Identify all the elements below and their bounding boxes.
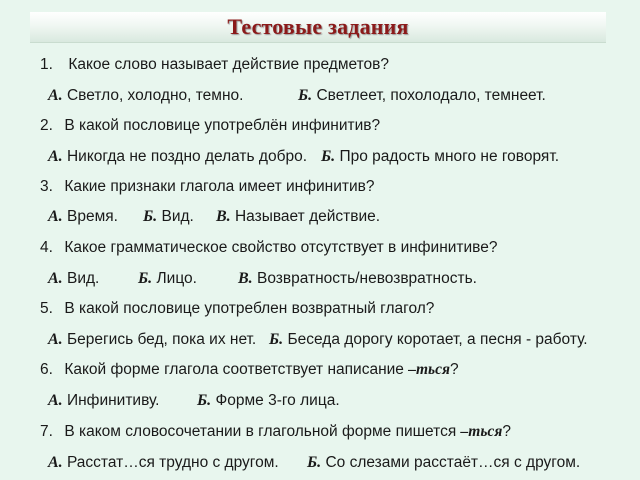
option-label: А.: [48, 331, 63, 348]
page-title: Тестовые задания: [227, 14, 409, 39]
option-label: В.: [238, 270, 253, 287]
question-number: 4.: [40, 239, 53, 256]
question-text-part: В каком словосочетании в глагольной форме пишется: [64, 423, 461, 440]
question-3: [40, 178, 374, 196]
question-2: [40, 117, 380, 135]
question-text: [64, 361, 458, 378]
question-1: [40, 56, 389, 74]
option-c[interactable]: [216, 208, 380, 226]
option-text: Возвратность/невозвратность.: [256, 270, 477, 287]
question-text-part: Какой форме глагола соответствует написание: [64, 361, 409, 378]
option-label: А.: [48, 148, 63, 165]
option-label: А.: [48, 208, 63, 225]
option-text: Вид.: [66, 270, 100, 287]
question-text: В какой пословице употреблён инфинитив?: [64, 117, 381, 134]
option-b[interactable]: [138, 270, 197, 288]
option-label: А.: [48, 392, 63, 409]
option-a[interactable]: [48, 392, 159, 410]
option-text: Светлеет, похолодало, темнеет.: [316, 87, 546, 104]
option-label: Б.: [298, 87, 313, 104]
option-b[interactable]: [197, 392, 340, 410]
option-a[interactable]: [48, 331, 256, 349]
question-number: 5.: [40, 300, 53, 317]
question-number: 6.: [40, 361, 53, 378]
suffix-emphasis: –ться: [460, 423, 503, 440]
question-number: 2.: [40, 117, 53, 134]
option-a[interactable]: [48, 87, 243, 105]
question-mark: ?: [502, 423, 511, 440]
option-text: Про радость много не говорят.: [339, 148, 560, 165]
option-label: В.: [216, 208, 231, 225]
option-b[interactable]: [269, 331, 588, 349]
option-c[interactable]: [238, 270, 477, 288]
option-b[interactable]: [321, 148, 559, 166]
option-text: Форме 3-го лица.: [215, 392, 340, 409]
option-label: А.: [48, 454, 63, 471]
option-a[interactable]: [48, 454, 279, 472]
option-label: Б.: [307, 454, 322, 471]
answers-7: [48, 454, 628, 474]
question-text: [64, 423, 511, 440]
option-b[interactable]: [143, 208, 194, 226]
answers-3: [48, 208, 628, 228]
question-4: [40, 239, 498, 257]
option-b[interactable]: [307, 454, 580, 472]
option-text: Расстат…ся трудно с другом.: [66, 454, 279, 471]
title-bar: [30, 12, 606, 43]
option-label: Б.: [138, 270, 153, 287]
option-text: Со слезами расстаёт…ся с другом.: [325, 454, 581, 471]
option-text: Никогда не поздно делать добро.: [66, 148, 308, 165]
option-b[interactable]: [298, 87, 546, 105]
suffix-emphasis: –ться: [408, 361, 450, 378]
option-text: Время.: [66, 208, 118, 225]
question-number: 1.: [40, 56, 53, 73]
question-number: 3.: [40, 178, 53, 195]
option-text: Берегись бед, пока их нет.: [66, 331, 257, 348]
option-label: Б.: [321, 148, 336, 165]
option-text: Светло, холодно, темно.: [66, 87, 244, 104]
answers-2: [48, 148, 628, 168]
answers-6: [48, 392, 628, 412]
question-text: Какое грамматическое свойство отсутствует в инфинитиве?: [64, 239, 498, 256]
option-label: Б.: [143, 208, 158, 225]
question-text: Какое слово называет действие предметов?: [68, 56, 389, 73]
option-text: Инфинитиву.: [66, 392, 160, 409]
option-text: Беседа дорогу коротает, а песня - работу.: [287, 331, 588, 348]
option-text: Лицо.: [156, 270, 197, 287]
question-6: [40, 361, 459, 379]
option-label: А.: [48, 270, 63, 287]
question-7: [40, 423, 511, 441]
option-text: Вид.: [161, 208, 194, 225]
question-5: [40, 300, 434, 318]
option-label: Б.: [269, 331, 284, 348]
question-mark: ?: [449, 361, 459, 378]
answers-1: [48, 87, 628, 107]
option-label: А.: [48, 87, 63, 104]
option-text: Называет действие.: [234, 208, 381, 225]
option-a[interactable]: [48, 208, 118, 226]
answers-5: [48, 331, 628, 351]
question-number: 7.: [40, 423, 53, 440]
answers-4: [48, 270, 628, 290]
option-a[interactable]: [48, 148, 307, 166]
option-label: Б.: [197, 392, 212, 409]
question-text: Какие признаки глагола имеет инфинитив?: [64, 178, 375, 195]
question-text: В какой пословице употреблен возвратный глагол?: [64, 300, 435, 317]
option-a[interactable]: [48, 270, 99, 288]
